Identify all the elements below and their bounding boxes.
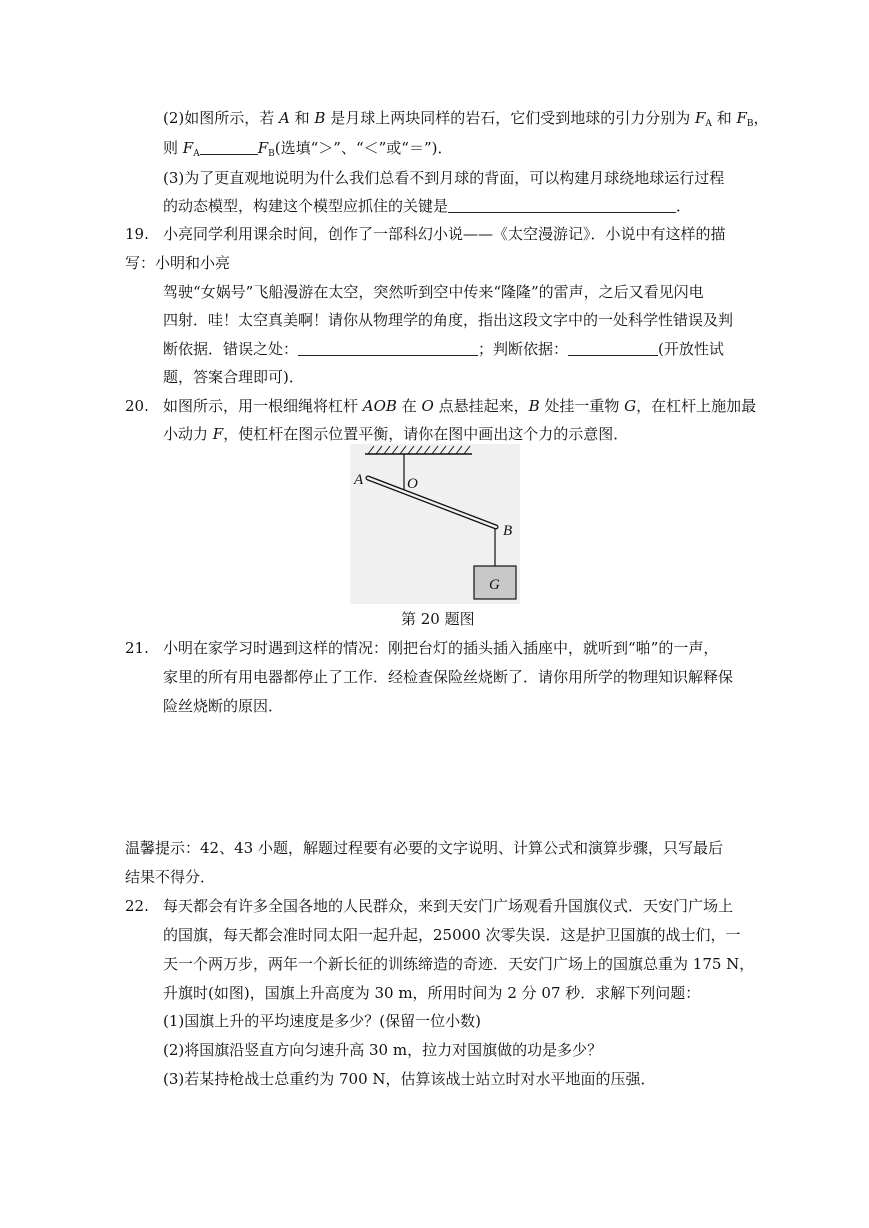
text: 的动态模型，构建这个模型应抓住的关键是 — [163, 197, 449, 215]
q22-line1: 每天都会有许多全国各地的人民群众，来到天安门广场观看升国旗仪式．天安门广场上 — [163, 897, 734, 915]
label-o: O — [407, 476, 418, 492]
text: ． — [676, 197, 692, 215]
q20-line1 — [163, 396, 756, 416]
q19-line1: 小亮同学利用课余时间，创作了一部科幻小说——《太空漫游记》．小说中有这样的描 — [163, 225, 726, 243]
q22-line4: 升旗时(如图)，国旗上升高度为 30 m，所用时间为 2 分 07 秒．求解下列问题： — [163, 984, 701, 1002]
q18-part3-line2 — [163, 196, 691, 216]
q22-line2: 的国旗，每天都会准时同太阳一起升起，25000 次零失误．这是护卫国旗的战士们，一 — [163, 926, 741, 944]
q21-number: 21. — [125, 639, 149, 657]
text: 和 — [711, 109, 737, 127]
q22-sub2: (2)将国旗沿竖直方向匀速升高 30 m，拉力对国旗做的功是多少？ — [163, 1041, 603, 1059]
subscript: B — [268, 149, 275, 159]
text: 处挂一重物 — [539, 397, 625, 415]
q19-line5 — [163, 339, 724, 359]
var-f: F — [182, 139, 194, 157]
q22-sub3: (3)若某持枪战士总重约为 700 N，估算该战士站立时对水平地面的压强． — [163, 1070, 656, 1088]
text: 小动力 — [163, 425, 213, 443]
tip-line1: 温馨提示：42、43 小题，解题过程要有必要的文字说明、计算公式和演算步骤，只写最后 — [125, 839, 723, 857]
text: 如图所示，用一根细绳将杠杆 — [163, 397, 363, 415]
q19-line3: 驾驶“女娲号”飞船漫游在太空，突然听到空中传来“隆隆”的雷声，之后又看见闪电 — [163, 283, 704, 301]
q22-line3: 天一个两万步，两年一个新长征的训练缔造的奇迹．天安门广场上的国旗总重为 175 N， — [163, 955, 755, 973]
q19-number: 19. — [125, 225, 149, 243]
q21-line2: 家里的所有用电器都停止了工作．经检查保险丝烧断了．请你用所学的物理知识解释保 — [163, 668, 734, 686]
q19-line2: 写：小明和小亮 — [125, 254, 231, 272]
text: 点悬挂起来， — [433, 397, 529, 415]
q19-line4: 四射．哇！太空真美啊！请你从物理学的角度，指出这段文字中的一处科学性错误及判 — [163, 311, 734, 329]
q21-line1: 小明在家学习时遇到这样的情况：刚把台灯的插头插入插座中，就听到“啪”的一声， — [163, 639, 719, 657]
answer-blank[interactable] — [568, 341, 658, 356]
text: 在 — [396, 397, 422, 415]
var-aob: AOB — [362, 397, 397, 415]
q22-number: 22. — [125, 897, 149, 915]
lever-figure — [350, 444, 520, 604]
answer-blank[interactable] — [448, 198, 676, 213]
subscript: A — [705, 119, 712, 129]
text: 则 — [163, 139, 183, 157]
q18-part2-line2 — [163, 138, 452, 164]
text: 和 — [289, 109, 315, 127]
text: ；判断依据： — [478, 340, 569, 358]
text: ，在杠杆上施加最 — [636, 397, 757, 415]
q18-part2-line1 — [163, 108, 769, 134]
label-a: A — [354, 472, 364, 488]
var-b: B — [314, 109, 326, 127]
q19-line6: 题，答案合理即可)． — [163, 368, 304, 386]
q21-line3: 险丝烧断的原因． — [163, 697, 284, 715]
var-g: G — [624, 397, 637, 415]
q18-part3-line1: (3)为了更直观地说明为什么我们总看不到月球的背面，可以构建月球绕地球运行过程 — [163, 169, 725, 187]
tip-line2: 结果不得分． — [125, 868, 216, 886]
var-a: A — [279, 109, 290, 127]
q20-number: 20. — [125, 397, 149, 415]
var-f: F — [736, 109, 747, 127]
text: (2)如图所示，若 — [163, 109, 280, 127]
var-b: B — [528, 397, 540, 415]
q22-sub1: (1)国旗上升的平均速度是多少？(保留一位小数) — [163, 1012, 481, 1030]
label-g: G — [489, 577, 500, 593]
text: (选填“＞”、“＜”或“＝”)． — [274, 139, 453, 157]
text: 断依据．错误之处： — [163, 340, 299, 358]
text: (开放性试 — [658, 340, 724, 358]
figure-caption: 第 20 题图 — [401, 610, 475, 628]
answer-blank[interactable] — [298, 341, 478, 356]
q20-line2 — [163, 424, 628, 444]
text: ，使杠杆在图示位置平衡，请你在图中画出这个力的示意图． — [223, 425, 629, 443]
text: 是月球上两块同样的岩石，它们受到地球的引力分别为 — [325, 109, 695, 127]
subscript: B — [746, 119, 754, 129]
text: ， — [753, 109, 769, 127]
var-f: F — [695, 109, 706, 127]
answer-blank[interactable] — [200, 140, 258, 155]
var-f: F — [212, 425, 224, 443]
label-b: B — [503, 523, 513, 539]
var-f: F — [257, 139, 269, 157]
var-o: O — [421, 397, 434, 415]
subscript: A — [193, 149, 200, 159]
